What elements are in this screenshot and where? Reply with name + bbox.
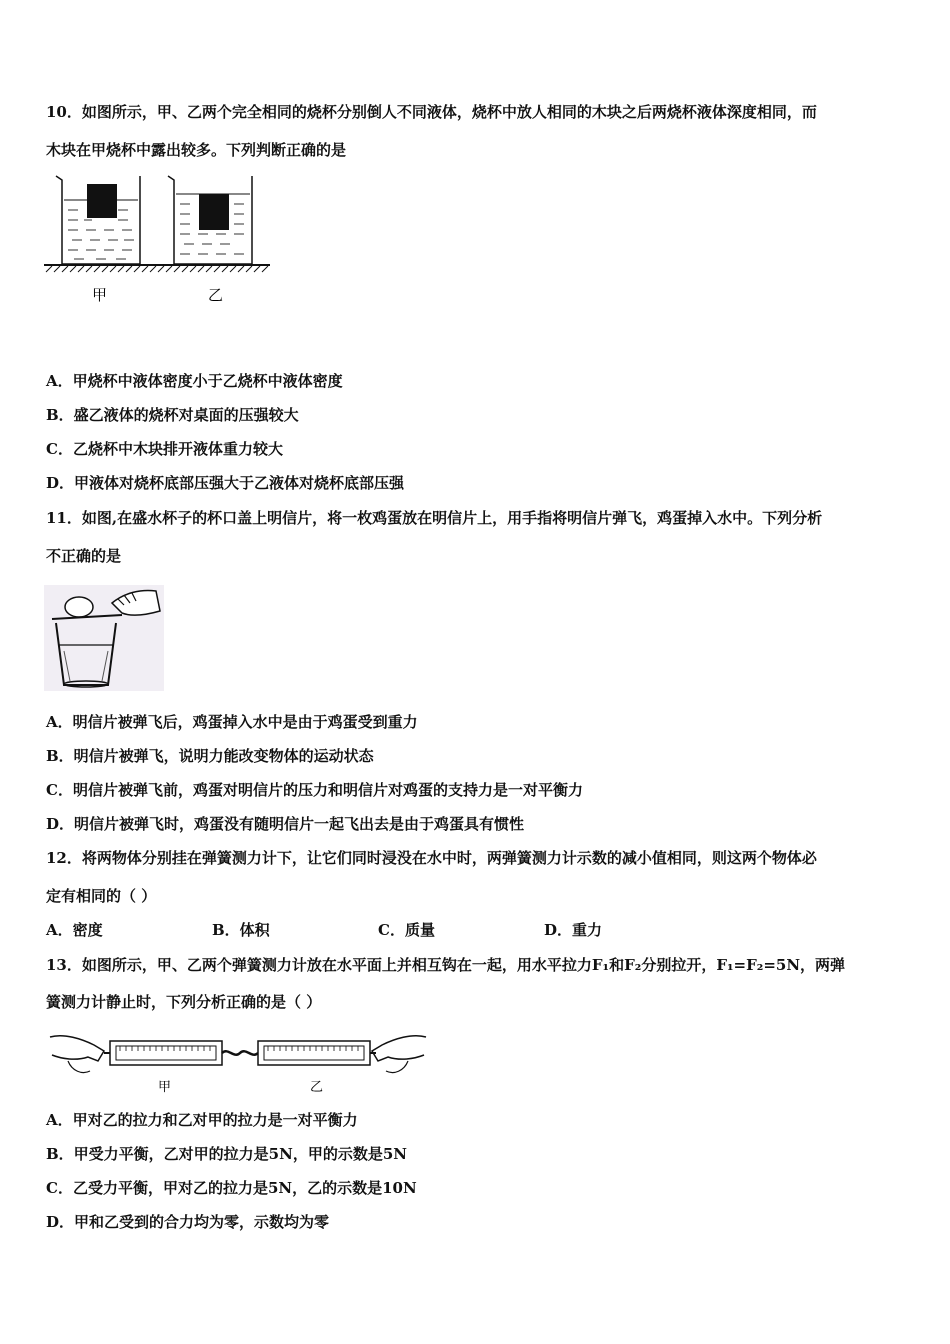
q12-option-a: A．密度	[46, 921, 103, 939]
q12-options-row	[46, 920, 906, 940]
q11-option-c: C．明信片被弹飞前，鸡蛋对明信片的压力和明信片对鸡蛋的支持力是一对平衡力	[46, 781, 583, 799]
left-hand	[50, 1036, 104, 1061]
beaker-jia	[56, 176, 140, 264]
q12-option-c: C．质量	[378, 921, 435, 939]
q10-option-b: B．盛乙液体的烧杯对桌面的压强较大	[46, 406, 299, 424]
q10-label-yi: 乙	[208, 286, 224, 304]
q11-option-b: B．明信片被弹飞，说明力能改变物体的运动状态	[46, 747, 374, 765]
q13-option-c: C．乙受力平衡，甲对乙的拉力是5N，乙的示数是10N	[46, 1179, 417, 1197]
q13-option-a: A．甲对乙的拉力和乙对甲的拉力是一对平衡力	[46, 1111, 358, 1129]
q12-stem-line1: 12．将两物体分别挂在弹簧测力计下，让它们同时浸没在水中时，两弹簧测力计示数的减小值相同，则这两个物体必	[46, 849, 817, 867]
q10-stem-line2: 木块在甲烧杯中露出较多。下列判断正确的是	[46, 141, 347, 159]
right-hand	[372, 1036, 426, 1061]
egg	[65, 597, 93, 617]
spring-scale-yi	[258, 1041, 376, 1065]
q10-label-jia: 甲	[92, 286, 108, 304]
q13-option-b: B．甲受力平衡，乙对甲的拉力是5N，甲的示数是5N	[46, 1145, 407, 1163]
q13-stem-line2: 簧测力计静止时，下列分析正确的是（ ）	[46, 993, 322, 1011]
q10-option-a: A．甲烧杯中液体密度小于乙烧杯中液体密度	[46, 372, 343, 390]
q10-stem-line1: 10．如图所示，甲、乙两个完全相同的烧杯分别倒人不同液体，烧杯中放人相同的木块之后两烧杯液体深度相同，而	[46, 103, 817, 121]
q12-stem-line2: 定有相同的（ ）	[46, 887, 157, 905]
table-hatching	[46, 266, 268, 272]
q12-option-b: B．体积	[212, 921, 270, 939]
q11-stem-line2: 不正确的是	[46, 547, 122, 565]
q12-option-d: D．重力	[544, 921, 603, 939]
hooks-link	[222, 1051, 258, 1054]
q11-egg-cup-figure	[44, 585, 164, 691]
q10-option-d: D．甲液体对烧杯底部压强大于乙液体对烧杯底部压强	[46, 474, 405, 492]
q13-stem-line1: 13．如图所示，甲、乙两个弹簧测力计放在水平面上并相互钩在一起，用水平拉力F₁和F₂分别拉开，F₁=F₂=5N，两弹	[46, 956, 846, 974]
q11-stem-line1: 11．如图,在盛水杯子的杯口盖上明信片，将一枚鸡蛋放在明信片上，用手指将明信片弹飞，鸡蛋掉入水中。下列分析	[46, 509, 823, 527]
q13-label-jia: 甲	[158, 1080, 172, 1095]
q11-option-a: A．明信片被弹飞后，鸡蛋掉入水中是由于鸡蛋受到重力	[46, 713, 418, 731]
q13-spring-scales-figure	[48, 1027, 428, 1099]
q13-option-d: D．甲和乙受到的合力均为零，示数均为零	[46, 1213, 330, 1231]
q10-option-c: C．乙烧杯中木块排开液体重力较大	[46, 440, 283, 458]
q11-option-d: D．明信片被弹飞时，鸡蛋没有随明信片一起飞出去是由于鸡蛋具有惯性	[46, 815, 525, 833]
q10-beakers-figure	[44, 170, 274, 310]
q13-label-yi: 乙	[310, 1080, 324, 1095]
spring-scale-jia	[104, 1041, 222, 1065]
beaker-yi	[168, 176, 252, 264]
